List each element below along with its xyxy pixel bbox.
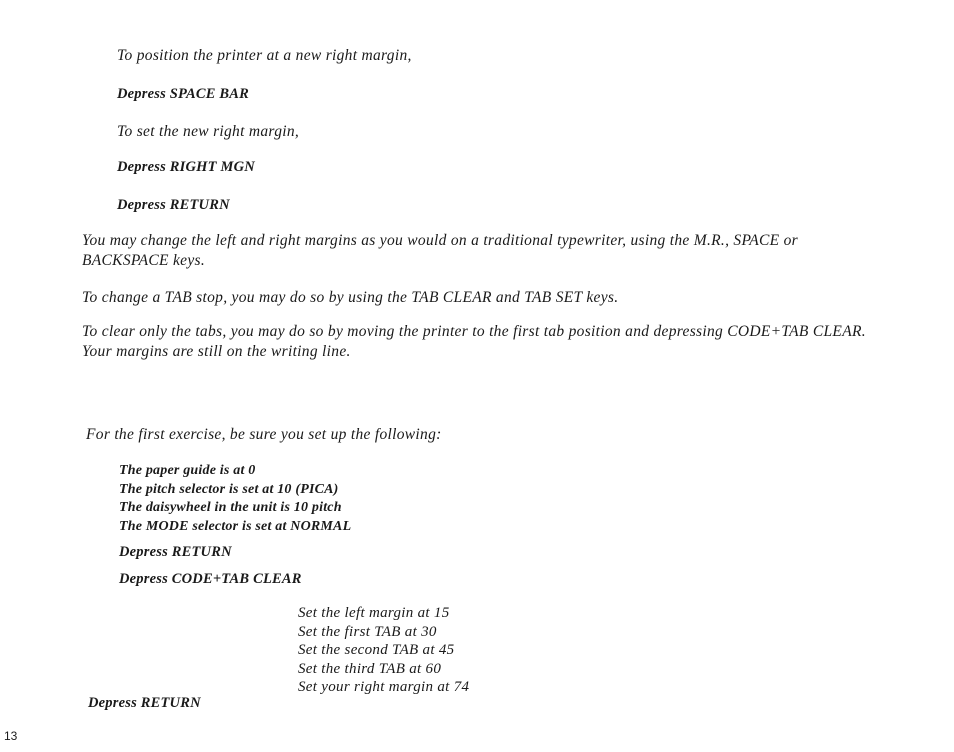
setup-item: The pitch selector is set at 10 (PICA) — [119, 481, 339, 497]
spec-item: Set the left margin at 15 — [298, 605, 450, 621]
exercise-spec-list — [298, 604, 469, 697]
step-depress-right-mgn: Depress RIGHT MGN — [117, 159, 255, 175]
setup-item: The MODE selector is set at NORMAL — [119, 518, 352, 534]
paragraph-change-margins: You may change the left and right margins as you would on a traditional typewriter, using the M.R., SPACE or BACKSPACE keys. — [82, 232, 798, 269]
instruction-set-right-margin: To set the new right margin, — [117, 123, 300, 140]
step-depress-return-final: Depress RETURN — [88, 695, 201, 711]
exercise-intro: For the first exercise, be sure you set up the following: — [86, 426, 442, 443]
spec-item: Set the second TAB at 45 — [298, 642, 455, 659]
instruction-position-printer: To position the printer at a new right margin, — [117, 47, 412, 64]
step-depress-code-tab-clear: Depress CODE+TAB CLEAR — [119, 571, 302, 587]
step-depress-space-bar: Depress SPACE BAR — [117, 86, 250, 102]
spec-item: Set the third TAB at 60 — [298, 660, 442, 677]
setup-list — [119, 462, 351, 536]
spec-item: Set your right margin at 74 — [298, 679, 470, 696]
setup-item: The paper guide is at 0 — [119, 463, 256, 478]
paragraph-clear-tabs: To clear only the tabs, you may do so by moving the printer to the first tab position and depressing CODE+TAB CLEAR. Your margins are still on the writing line. — [82, 323, 866, 360]
step-depress-return-1: Depress RETURN — [117, 197, 230, 213]
page-number: 13 — [4, 729, 18, 743]
spec-item: Set the first TAB at 30 — [298, 623, 437, 640]
paragraph-change-tab-stop: To change a TAB stop, you may do so by using the TAB CLEAR and TAB SET keys. — [82, 289, 619, 306]
step-depress-return-2: Depress RETURN — [119, 544, 232, 560]
setup-item: The daisywheel in the unit is 10 pitch — [119, 500, 342, 515]
